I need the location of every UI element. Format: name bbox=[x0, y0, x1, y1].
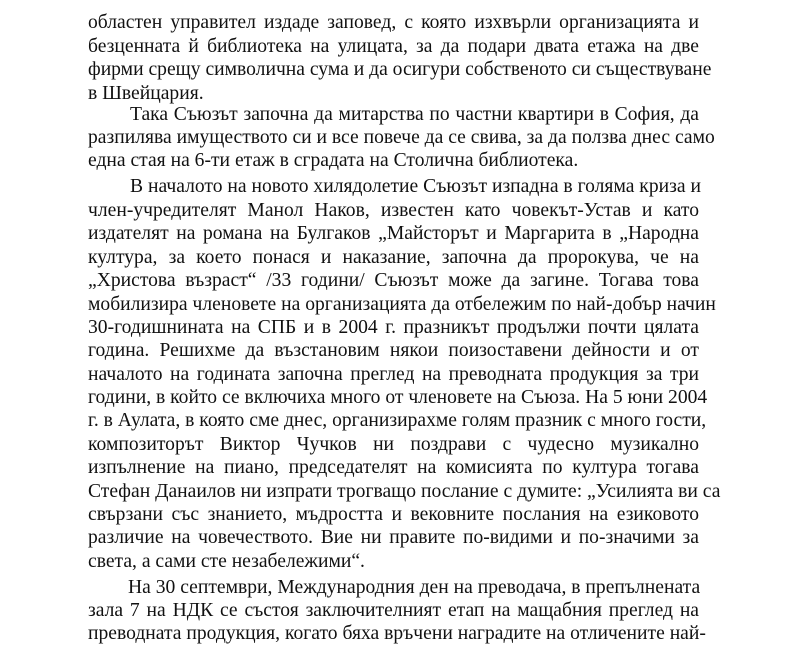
text-line: областен управител издаде заповед, с която изхвърли организацията и bbox=[88, 12, 699, 33]
text-line: една стая на 6-ти етаж в сградата на Столична библиотека. bbox=[88, 150, 579, 171]
text-line: Стефан Данаилов ни изпрати трогващо послание с думите: „Усилията ви са bbox=[88, 481, 721, 502]
text-line: В началото на новото хилядолетие Съюзът изпадна в голяма криза и bbox=[130, 176, 701, 197]
text-line: година. Решихме да възстановим някои поизоставени дейности и от bbox=[88, 340, 699, 361]
text-line: години, в който се включиха много от членовете на Съюза. На 5 юни 2004 bbox=[88, 387, 708, 408]
text-line: Така Съюзът започна да митарства по частни квартири в София, да bbox=[130, 104, 699, 125]
text-line: издателят на романа на Булгаков „Майсторът и Маргарита в „Народна bbox=[88, 223, 699, 244]
text-line: различие на човечеството. Вие ни правите по-видими и по-значими за bbox=[88, 527, 699, 548]
text-line: преводната продукция, когато бяха връчени наградите на отличените най- bbox=[88, 623, 706, 644]
text-line: зала 7 на НДК се състоя заключителният етап на мащабния преглед на bbox=[88, 600, 699, 621]
text-line: мобилизира членовете на организацията да отбележим по най-добър начин bbox=[88, 294, 716, 315]
text-line: в Швейцария. bbox=[88, 83, 204, 104]
text-line: свързани със знанието, мъдростта и вековните послания на езиковото bbox=[88, 504, 699, 525]
text-line: света, а сами сте незабележими“. bbox=[88, 551, 365, 572]
text-line: култура, за което понася и наказание, започна да пророкува, че на bbox=[88, 247, 699, 268]
text-line: 30-годишнината на СПБ и в 2004 г. празникът продължи почти цялата bbox=[88, 317, 699, 338]
text-line: началото на годината започна преглед на преводната продукция за три bbox=[88, 364, 699, 385]
text-line: разпилява имуществото си и все повече да се свива, за да ползва днес само bbox=[88, 127, 715, 148]
text-line: член-учредителят Манол Наков, известен като човекът-Устав и като bbox=[88, 200, 699, 221]
text-line: фирми срещу символична сума и да осигури собственото си съществуване bbox=[88, 59, 712, 80]
text-line: „Христова възраст“ /33 години/ Съюзът може да загине. Тогава това bbox=[88, 270, 699, 291]
text-line: изпълнение на пиано, председателят на комисията по култура тогава bbox=[88, 457, 699, 478]
text-line: композиторът Виктор Чучков ни поздрави с чудесно музикално bbox=[88, 434, 699, 455]
text-line: На 30 септември, Международния ден на преводача, в препълнената bbox=[128, 577, 701, 598]
text-line: безценната й библиотека на улицата, за да подари двата етажа на две bbox=[88, 36, 699, 57]
text-line: г. в Аулата, в която сме днес, организирахме голям празник с много гости, bbox=[88, 410, 707, 431]
